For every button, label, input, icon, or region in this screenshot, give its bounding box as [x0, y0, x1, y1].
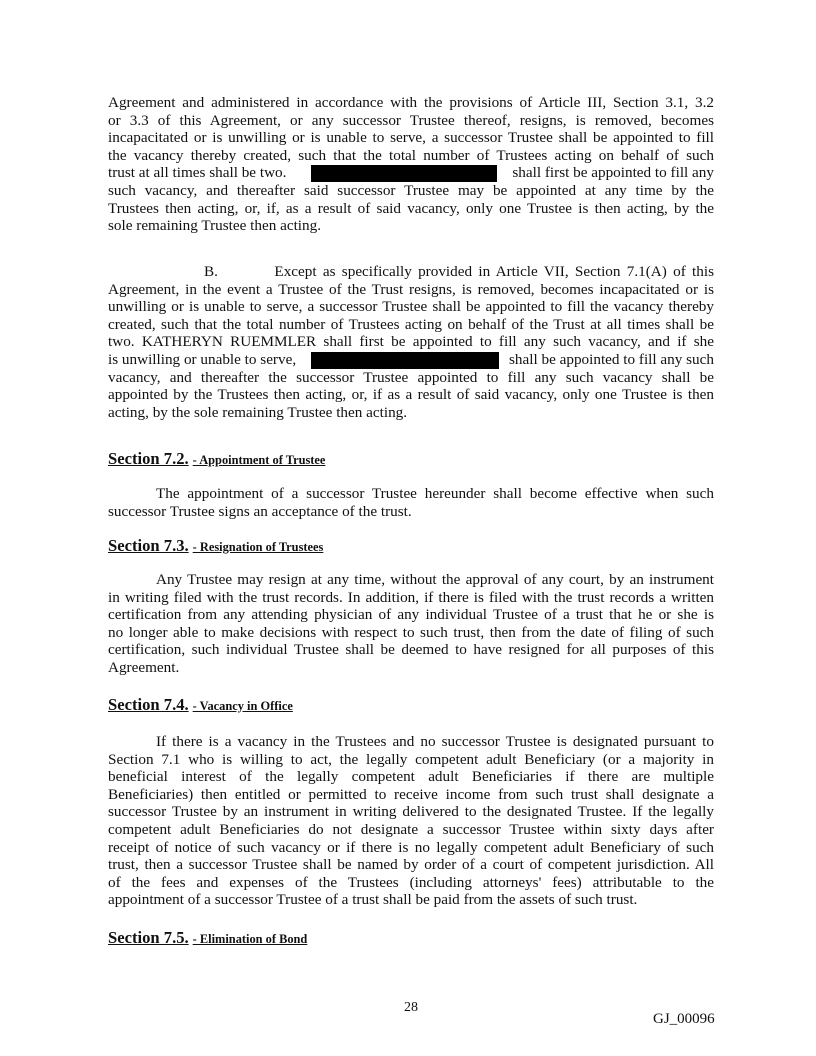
text-line: Agreement and administered in accordance with the provisions of Article III, Section 3.1, 3.2	[108, 94, 714, 111]
section-number: Section 7.2.	[108, 449, 189, 468]
text-line: of the fees and expenses of the Trustees (including attorneys' fees) attributable to the	[108, 873, 714, 891]
section-heading-7-5	[108, 928, 307, 948]
text-fragment: shall be appointed to fill any such	[509, 350, 714, 368]
section-heading-7-4	[108, 695, 293, 715]
section-7-3-body	[108, 571, 714, 677]
text-line: Any Trustee may resign at any time, without the approval of any court, by an instrument	[156, 571, 714, 588]
text-line: incapacitated or is unwilling or is unable to serve, a successor Trustee shall be appointed to fill	[108, 129, 714, 147]
section-title: - Vacancy in Office	[192, 699, 293, 713]
text-line: the vacancy thereby created, such that the total number of Trustees acting on behalf of such	[108, 146, 714, 164]
text-fragment: shall first be appointed to fill any	[512, 164, 714, 182]
text-line: in writing filed with the trust records. In addition, if there is filed with the trust records a written	[108, 588, 714, 606]
text-line: competent adult Beneficiaries do not designate a successor Trustee within sixty days after	[108, 820, 714, 838]
text-line: or 3.3 of this Agreement, or any successor Trustee thereof, resigns, is removed, becomes	[108, 111, 714, 129]
bates-number: GJ_00096	[653, 1011, 715, 1027]
page-number: 28	[404, 1000, 418, 1015]
text-line: two. KATHERYN RUEMMLER shall first be appointed to fill any such vacancy, and if she	[108, 333, 714, 351]
text-line: created, such that the total number of Trustees acting on behalf of the Trust at all times shall be	[108, 315, 714, 333]
redaction-box	[311, 352, 499, 369]
section-title: - Elimination of Bond	[192, 932, 308, 946]
text-line: beneficial interest of the legally competent adult Beneficiaries if there are multiple	[108, 768, 714, 786]
section-title: - Resignation of Trustees	[192, 540, 324, 554]
section-number: Section 7.4.	[108, 695, 189, 714]
text-line: vacancy, and thereafter the successor Trustee appointed to fill any such vacancy shall be	[108, 368, 714, 386]
section-heading-7-2	[108, 449, 325, 469]
text-line: appointment of a successor Trustee of a trust shall be paid from the assets of such trust.	[108, 891, 638, 909]
section-number: Section 7.5.	[108, 928, 189, 947]
text-line: such vacancy, and thereafter said successor Trustee may be appointed at any time by the	[108, 181, 714, 199]
text-line: unwilling or is unable to serve, a successor Trustee shall be appointed to fill the vacancy thereby	[108, 298, 714, 316]
section-heading-7-3	[108, 536, 323, 556]
section-7-2-body	[108, 485, 714, 520]
text-line: Trustees then acting, or, if, as a result of said vacancy, only one Trustee is then acting, by the	[108, 199, 714, 217]
paragraph-b	[108, 263, 714, 421]
paragraph-a	[108, 94, 714, 235]
text-line: receipt of notice of such vacancy or if there is no legally competent adult Beneficiary of such	[108, 838, 714, 856]
text-line: successor Trustee signs an acceptance of the trust.	[108, 502, 412, 520]
section-number: Section 7.3.	[108, 536, 189, 555]
text-line: Agreement.	[108, 658, 180, 676]
section-7-4-body	[108, 733, 714, 909]
text-line: The appointment of a successor Trustee hereunder shall become effective when such	[156, 485, 714, 502]
text-line-redacted	[108, 351, 714, 369]
text-line: acting, by the sole remaining Trustee then acting.	[108, 403, 408, 421]
text-line: trust, then a successor Trustee shall be named by order of a court of competent jurisdiction. All	[108, 856, 714, 874]
text-line: successor Trustee by an instrument in writing delivered to the designated Trustee. If the legally	[108, 803, 714, 821]
text-line: certification from any attending physician of any individual Trustee of a trust that he or she is	[108, 606, 714, 624]
text-line: certification, such individual Trustee shall be deemed to have resigned for all purposes of this	[108, 641, 714, 659]
text-line: appointed by the Trustees then acting, or, if as a result of said vacancy, only one Trustee is then	[108, 386, 714, 404]
text-line: Agreement, in the event a Trustee of the Trust resigns, is removed, becomes incapacitated or is	[108, 280, 714, 298]
text-line-redacted	[108, 164, 714, 182]
text-line: sole remaining Trustee then acting.	[108, 217, 322, 235]
text-line: B. Except as specifically provided in Article VII, Section 7.1(A) of this	[204, 263, 714, 280]
section-title: - Appointment of Trustee	[192, 453, 326, 467]
text-line: If there is a vacancy in the Trustees and no successor Trustee is designated pursuant to	[156, 733, 714, 750]
text-line: no longer able to make decisions with respect to such trust, then from the date of filing of such	[108, 623, 714, 641]
redaction-box	[311, 165, 497, 182]
text-fragment: trust at all times shall be two.	[108, 164, 287, 182]
text-fragment: is unwilling or unable to serve,	[108, 350, 297, 368]
text-line: Section 7.1 who is willing to act, the legally competent adult Beneficiary (or a majority in	[108, 750, 714, 768]
text-line: Beneficiaries) then entitled or permitted to receive income from such trust shall designate a	[108, 785, 714, 803]
